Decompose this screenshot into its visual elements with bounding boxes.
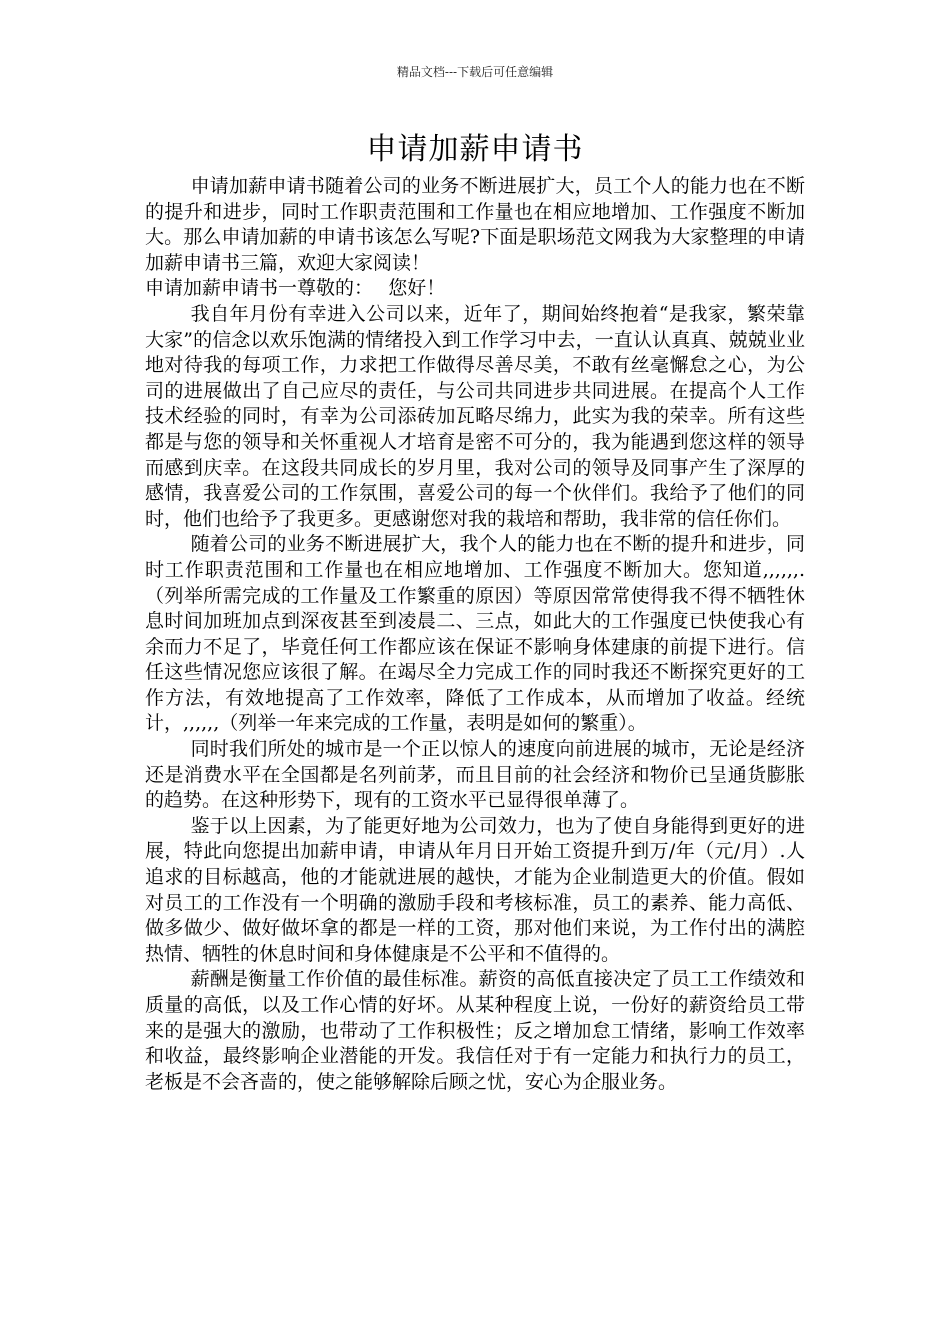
- body-paragraph-3: 同时我们所处的城市是一个正以惊人的速度向前进展的城市，无论是经济还是消费水平在全国都是名列前茅，而且目前的社会经济和物价已呈通货膨胀的趋势。在这种形势下，现有的工资水平已显得很单薄了。: [145, 738, 805, 812]
- body-paragraph-1: 我自年月份有幸进入公司以来，近年了，期间始终抱着“是我家，繁荣靠大家”的信念以欢乐饱满的情绪投入到工作学习中去，一直认认真真、兢兢业业地对待我的每项工作，力求把工作做得尽善尽美，不敢有丝毫懈怠之心，为公司的进展做出了自己应尽的责任，与公司共同进步共同进展。在提高个人工作技术经验的同时，有幸为公司添砖加瓦略尽绵力，此实为我的荣幸。所有这些都是与您的领导和关怀重视人才培育是密不可分的，我为能遇到您这样的领导而感到庆幸。在这段共同成长的岁月里，我对公司的领导及同事产生了深厚的感情，我喜爱公司的工作氛围，喜爱公司的每一个伙伴们。我给予了他们的同时，他们也给予了我更多。更感谢您对我的栽培和帮助，我非常的信任你们。: [145, 302, 805, 530]
- salutation-greeting: 您好！: [388, 277, 446, 300]
- body-paragraph-5: 薪酬是衡量工作价值的最佳标准。薪资的高低直接决定了员工工作绩效和质量的高低，以及工作心情的好坏。从某种程度上说，一份好的薪资给员工带来的是强大的激励，也带动了工作积极性；反之增加怠工情绪，影响工作效率和收益，最终影响企业潜能的开发。我信任对于有一定能力和执行力的员工，老板是不会吝啬的，使之能够解除后顾之忧，安心为企服业务。: [145, 968, 805, 1093]
- body-paragraph-2: 随着公司的业务不断进展扩大，我个人的能力也在不断的提升和进步，同时工作职责范围和工作量也在相应地增加、工作强度不断加大。您知道,,,,,,.（列举所需完成的工作量及工作繁重的原因）等原因常常使得我不得不牺牲休息时间加班加点到深夜甚至到凌晨二、三点，如此大的工作强度已快使我心有余而力不足了，毕竟任何工作都应该在保证不影响身体建康的前提下进行。信任这些情况您应该很了解。在竭尽全力完成工作的同时我还不断探究更好的工作方法，有效地提高了工作效率，降低了工作成本，从而增加了收益。经统计，,,,,,,（列举一年来完成的工作量，表明是如何的繁重）。: [145, 533, 805, 735]
- salutation-lead: 申请加薪申请书一尊敬的：: [145, 277, 374, 300]
- document-body: [145, 174, 805, 1095]
- body-paragraph-4: 鉴于以上因素，为了能更好地为公司效力，也为了使自身能得到更好的进展，特此向您提出加薪申请，申请从年月日开始工资提升到万/年（元/月）.人追求的目标越高，他的才能就进展的越快，才能为企业制造更大的价值。假如对员工的工作没有一个明确的激励手段和考核标准，员工的素养、能力高低、做多做少、做好做坏拿的都是一样的工资，那对他们来说，为工作付出的满腔热情、牺牲的休息时间和身体健康是不公平和不值得的。: [145, 814, 805, 965]
- intro-paragraph: 申请加薪申请书随着公司的业务不断进展扩大，员工个人的能力也在不断的提升和进步，同时工作职责范围和工作量也在相应地增加、工作强度不断加大。那么申请加薪的申请书该怎么写呢?下面是职场范文网我为大家整理的申请加薪申请书三篇，欢迎大家阅读！: [145, 175, 805, 274]
- page-header-note: 精品文档---下载后可任意编辑: [396, 65, 554, 79]
- document-title: 申请加薪申请书: [366, 132, 584, 167]
- salutation-line: [145, 276, 805, 302]
